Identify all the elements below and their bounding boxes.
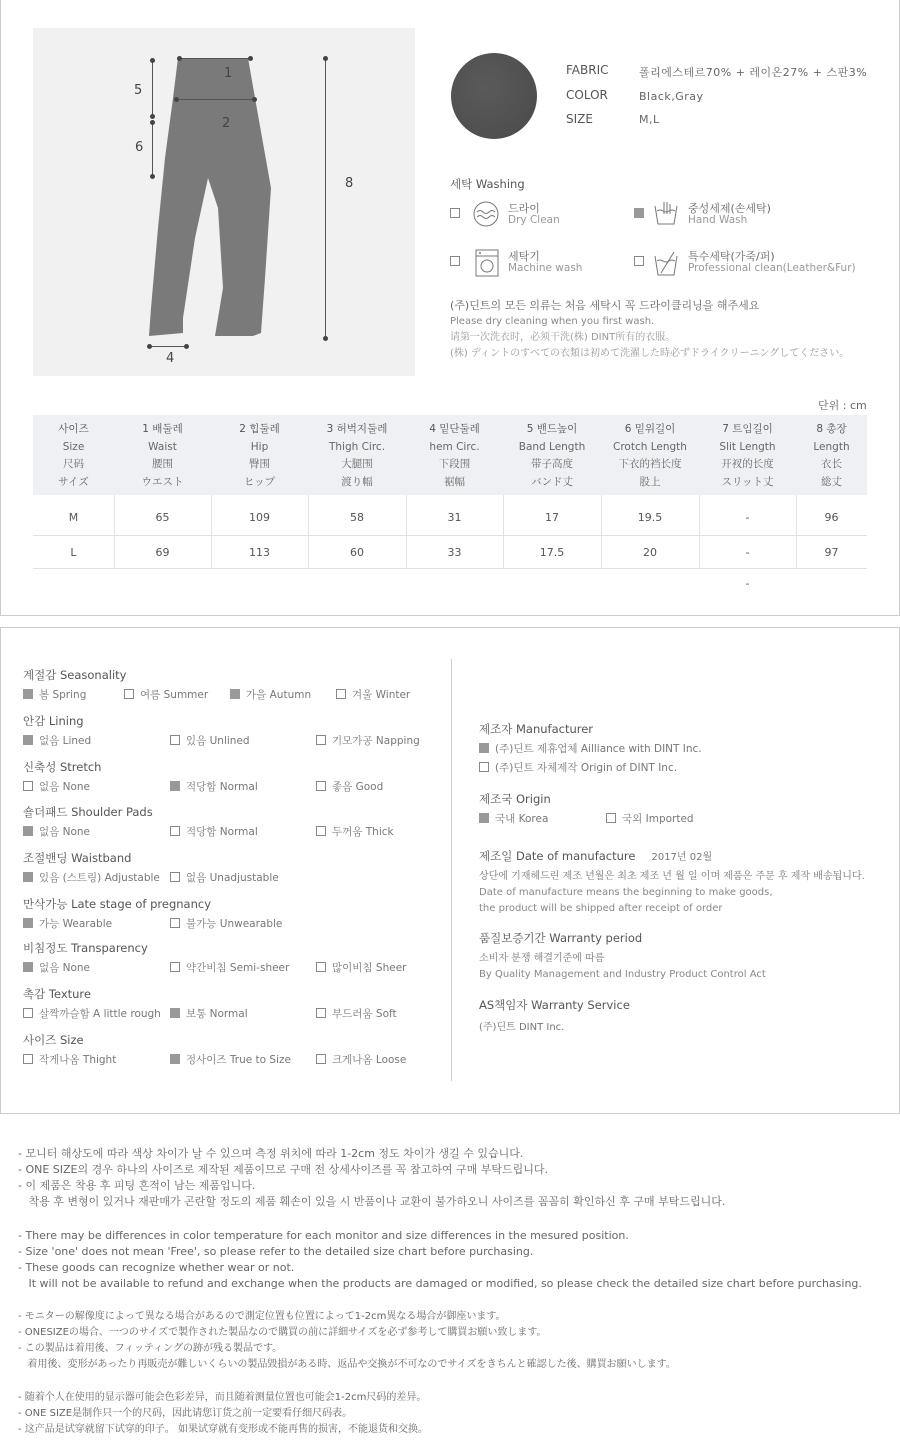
- size-table-cell: 17: [545, 511, 559, 524]
- note-zh-1: - 随着个人在使用的显示器可能会色彩差异，而且随着测量位置也可能会1-2cm尺码的差异。: [18, 1392, 427, 1403]
- attribute-checkbox: [230, 689, 240, 699]
- size-table-cell: 17.5: [539, 546, 565, 559]
- size-table-header-line: Thigh Circ.: [328, 440, 386, 453]
- size-table-header-line: 사이즈: [58, 423, 89, 435]
- note-ja-1: - モニターの解像度によって異なる場合があるので測定位置も位置によって1-2cm異なる場合が御座います。: [18, 1311, 506, 1322]
- attribute-checkbox: [170, 962, 180, 972]
- attribute-option-label: 보통 Normal: [186, 1008, 248, 1020]
- washing-note-ko: (주)딘트의 모든 의류는 처음 세탁시 꼭 드라이클리닝을 해주세요: [450, 299, 760, 312]
- size-table-col-divider: [308, 495, 309, 568]
- professional-clean-ko: 특수세탁(가죽/퍼): [688, 250, 775, 263]
- checkbox-hand-wash: [634, 208, 644, 218]
- attribute-option-label: 적당함 Normal: [186, 781, 258, 793]
- attribute-option: [23, 687, 86, 702]
- size-table-cell: 69: [155, 546, 170, 559]
- dim-line-length: [325, 58, 326, 338]
- attribute-title: 계절감 Seasonality: [23, 668, 127, 682]
- attribute-option-label: 살짝까슬함 A little rough: [39, 1008, 161, 1020]
- attribute-option-label: 적당함 Normal: [186, 826, 258, 838]
- size-table-header-line: 総丈: [821, 475, 842, 488]
- attribute-checkbox: [170, 918, 180, 928]
- attribute-option: [170, 870, 279, 885]
- note-ko-2: - ONE SIZE의 경우 하나의 사이즈로 제작된 제품이므로 구매 전 상세사이즈를 꼭 참고하여 구매 부탁드립니다.: [18, 1163, 549, 1176]
- fabric-value: 폴리에스테르70% + 레이온27% + 스판3%: [639, 66, 868, 79]
- size-table-cell: 31: [447, 511, 462, 524]
- checkbox-professional-clean: [634, 256, 644, 266]
- size-table-header-line: ウエスト: [141, 475, 184, 488]
- checkbox-machine-wash: [450, 256, 460, 266]
- origin-block: [479, 791, 694, 827]
- size-table-header-col: [796, 421, 867, 491]
- size-table-header-line: バンド丈: [531, 475, 573, 488]
- attribute-option: [170, 916, 282, 931]
- attribute-checkbox: [316, 781, 326, 791]
- attribute-checkbox: [170, 781, 180, 791]
- size-table-header-line: Length: [813, 440, 850, 453]
- attribute-title: 만삭가능 Late stage of pregnancy: [23, 897, 212, 911]
- washing-note-zh: 请第一次洗衣时，必须干洗(株) DINT所有的衣服。: [450, 332, 676, 343]
- size-table-header-line: 1 배둘레: [142, 423, 183, 435]
- attribute-option: [316, 733, 420, 748]
- attribute-checkbox: [170, 826, 180, 836]
- size-table-cell: 20: [643, 546, 657, 559]
- attribute-option: [316, 824, 394, 839]
- attribute-option-label: 불가능 Unwearable: [186, 918, 283, 930]
- date-value: 2017년 02월: [651, 852, 713, 863]
- attribute-option: [316, 1052, 406, 1067]
- size-table-header-line: 衣长: [821, 458, 842, 470]
- dim-line-hip: [176, 99, 254, 100]
- attribute-title: 숄더패드 Shoulder Pads: [23, 805, 153, 819]
- size-table-col-divider: [699, 495, 700, 568]
- note-en-4: It will not be available to refund and exchange when the products are damaged or modified, so please check the detailed size chart before purchasing.: [18, 1277, 862, 1290]
- size-table-header-col: [211, 421, 308, 491]
- attribute-option: [23, 870, 160, 885]
- size-table-header-line: Band Length: [518, 440, 586, 453]
- attribute-option: [336, 687, 410, 702]
- hand-wash-en: Hand Wash: [688, 214, 748, 226]
- attribute-checkbox: [316, 1008, 326, 1018]
- attribute-checkbox: [23, 872, 33, 882]
- size-table-cell: 19.5: [637, 511, 663, 524]
- date-note-en-1: Date of manufacture means the beginning to make goods,: [479, 887, 773, 898]
- attribute-option-label: 봄 Spring: [39, 689, 87, 701]
- attribute-option-label: 겨울 Winter: [352, 689, 411, 701]
- size-value: M,L: [639, 113, 660, 126]
- attribute-option: [23, 779, 90, 794]
- attribute-checkbox: [336, 689, 346, 699]
- attribute-checkbox: [124, 689, 134, 699]
- washing-notes: [450, 298, 849, 362]
- size-table-col-divider: [601, 495, 602, 568]
- size-table-header-line: 裾幅: [444, 475, 465, 488]
- service-value: (주)딘트 DINT Inc.: [479, 1022, 565, 1033]
- attribute-checkbox: [23, 826, 33, 836]
- attribute-title: 사이즈 Size: [23, 1033, 84, 1047]
- attribute-title: 촉감 Texture: [23, 987, 91, 1001]
- attribute-checkbox: [316, 962, 326, 972]
- checkbox-dry-clean: [450, 208, 460, 218]
- dim-label-2: 2: [222, 116, 231, 131]
- attribute-option: [170, 1052, 291, 1067]
- size-table-header-line: 3 허벅지둘레: [326, 423, 388, 435]
- attribute-checkbox: [170, 1054, 180, 1064]
- fabric-swatch: [451, 53, 537, 139]
- dry-clean-ko: 드라이: [508, 202, 540, 215]
- size-table-header-col: [503, 421, 601, 491]
- attribute-option-label: 크게나옴 Loose: [332, 1054, 407, 1066]
- attribute-option-label: 정사이즈 True to Size: [186, 1054, 291, 1066]
- size-table-header-line: 5 밴드높이: [526, 423, 578, 435]
- attribute-option-label: 있음 (스트링) Adjustable: [39, 872, 160, 884]
- size-table-cell: -: [745, 511, 750, 524]
- attribute-option: [170, 960, 289, 975]
- professional-clean-en: Professional clean(Leather&Fur): [688, 262, 856, 274]
- dim-label-5: 5: [134, 83, 143, 98]
- washing-title: 세탁 Washing: [450, 177, 525, 191]
- attribute-option: [316, 779, 383, 794]
- size-label: SIZE: [566, 112, 593, 126]
- attribute-option: [170, 733, 250, 748]
- dry-clean-icon: [472, 200, 500, 228]
- notice-notes: [18, 1146, 862, 1438]
- size-table-header-line: 带子高度: [531, 458, 573, 470]
- attribute-title: 조절밴딩 Waistband: [23, 851, 132, 865]
- color-label: COLOR: [566, 88, 608, 102]
- note-ko-1: - 모니터 해상도에 따라 색상 차이가 날 수 있으며 측정 위치에 따라 1-2cm 정도 차이가 생길 수 있습니다.: [18, 1147, 524, 1160]
- note-ko-4: 착용 후 변형이 있거나 재판매가 곤란할 정도의 제품 훼손이 있을 시 반품이나 교환이 불가하오니 사이즈를 꼼꼼히 확인하신 후 구매 부탁드립니다.: [18, 1195, 726, 1208]
- size-table-header-line: 腰围: [152, 458, 173, 470]
- dim-label-4: 4: [166, 351, 175, 366]
- attribute-option-label: 가능 Wearable: [39, 918, 113, 930]
- dim-label-8: 8: [345, 176, 354, 191]
- attribute-title: 안감 Lining: [23, 714, 84, 728]
- washing-machine-icon: [474, 248, 500, 278]
- attribute-option: [23, 916, 112, 931]
- attribute-option-label: 약간비침 Semi-sheer: [186, 962, 290, 974]
- date-title: 제조일 Date of manufacture: [479, 849, 636, 863]
- dim-label-6: 6: [135, 140, 144, 155]
- size-table-header-line: Waist: [148, 440, 177, 453]
- note-ja-2: - ONESIZEの場合、一つのサイズで製作された製品なので購買の前に詳細サイズを必ず参考して購買お願い致します。: [18, 1327, 547, 1338]
- attribute-checkbox: [23, 781, 33, 791]
- washing-note-ja: (株) ディントのすべての衣類は初めて洗濯した時必ずドライクリーニングしてください。: [450, 348, 850, 359]
- warranty-block: [479, 930, 766, 983]
- manufacturer-option-alliance: (주)딘트 제휴업체 Ailliance with DINT Inc.: [479, 741, 702, 756]
- size-table-header-line: hem Circ.: [429, 440, 480, 453]
- attribute-option: [316, 1006, 397, 1021]
- size-table-extra: -: [745, 577, 750, 590]
- attribute-option-label: 좋음 Good: [332, 781, 384, 793]
- attributes-divider: [451, 659, 452, 1081]
- dim-label-1: 1: [224, 66, 233, 81]
- attribute-option-label: 기모가공 Napping: [332, 735, 420, 747]
- attribute-option-label: 없음 Lined: [39, 735, 92, 747]
- size-table-header-line: 渡り幅: [341, 475, 373, 488]
- attribute-option: [23, 960, 90, 975]
- attribute-option: [23, 824, 90, 839]
- machine-wash-ko: 세탁기: [508, 250, 540, 263]
- size-table-header-col: [406, 421, 503, 491]
- size-table-col-divider: [406, 495, 407, 568]
- attribute-option-label: 부드러움 Soft: [332, 1008, 397, 1020]
- product-image-panel: [33, 28, 415, 376]
- attribute-option-label: 가을 Autumn: [246, 689, 312, 701]
- attribute-option: [124, 687, 208, 702]
- hand-wash-icon: [652, 200, 680, 228]
- size-table-header-line: 8 총장: [816, 423, 847, 435]
- attribute-checkbox: [170, 735, 180, 745]
- size-table-cell: 113: [249, 546, 270, 559]
- size-table-cell: L: [70, 546, 77, 559]
- service-title: AS책임자 Warranty Service: [479, 998, 630, 1012]
- attribute-checkbox: [23, 1054, 33, 1064]
- size-table-cell: 97: [824, 546, 839, 559]
- size-table-header-line: 4 밑단둘레: [429, 423, 480, 435]
- dry-clean-en: Dry Clean: [508, 214, 560, 226]
- attribute-checkbox: [316, 826, 326, 836]
- size-table-header-col: [114, 421, 211, 491]
- attribute-checkbox: [23, 1008, 33, 1018]
- size-table-header-col: [33, 421, 114, 491]
- size-table-header-col: [601, 421, 699, 491]
- attribute-option-label: 여름 Summer: [140, 689, 209, 701]
- size-table-header-line: 大腿围: [341, 458, 373, 470]
- size-table-header-line: 尺码: [63, 458, 84, 470]
- attribute-title: 비침정도 Transparency: [23, 941, 148, 955]
- size-table-cell: 33: [447, 546, 462, 559]
- size-table-header-line: Hip: [250, 440, 269, 453]
- attribute-option-label: 있음 Unlined: [186, 735, 250, 747]
- size-table-cell: M: [68, 511, 79, 524]
- fabric-label: FABRIC: [566, 63, 609, 77]
- attribute-checkbox: [23, 689, 33, 699]
- size-table-cell: 96: [824, 511, 839, 524]
- attribute-option: [316, 960, 406, 975]
- origin-title: 제조국 Origin: [479, 792, 551, 806]
- note-en-1: - There may be differences in color temperature for each monitor and size differences in the mesured position.: [18, 1229, 629, 1242]
- attribute-option-label: 많이비침 Sheer: [332, 962, 407, 974]
- note-zh-3: - 这产品是试穿就留下试穿的印子。 如果试穿就有变形或不能再售的损害，不能退货和交换。: [18, 1424, 428, 1435]
- professional-clean-icon: [652, 248, 680, 278]
- attribute-option: [23, 733, 91, 748]
- size-table-col-divider: [503, 495, 504, 568]
- attribute-checkbox: [23, 918, 33, 928]
- attribute-option: [170, 779, 258, 794]
- size-table-col-divider: [114, 495, 115, 568]
- size-table-row-divider: [33, 535, 867, 536]
- size-table-header-line: 2 힙둘레: [239, 423, 280, 435]
- size-table-header-line: ヒップ: [243, 475, 276, 488]
- warranty-note-en: By Quality Management and Industry Product Control Act: [479, 969, 766, 980]
- note-ko-3: - 이 제품은 착용 후 피팅 흔적이 남는 제품입니다.: [18, 1179, 256, 1192]
- size-table-header-col: [308, 421, 406, 491]
- dim-line-hem: [150, 346, 186, 347]
- attribute-option-label: 없음 Unadjustable: [186, 872, 279, 884]
- size-table-col-divider: [211, 495, 212, 568]
- attribute-title: 신축성 Stretch: [23, 760, 102, 774]
- note-zh-2: - ONE SIZE是制作只一个的尺码，因此请您订货之前一定要看仔细尺码表。: [18, 1408, 353, 1419]
- washing-note-en: Please dry cleaning when you first wash.: [450, 316, 655, 327]
- note-ja-3: - この製品は着用後、フィッティングの跡が残る製品です。: [18, 1343, 283, 1354]
- attribute-option-label: 없음 None: [39, 781, 91, 793]
- machine-wash-en: Machine wash: [508, 262, 583, 274]
- note-ja-4: 着用後、変形があったり再販売が難しいくらいの製品毀損がある時、返品や交換が不可なのでサイズをきちんと確認した後、購買お願いします。: [18, 1359, 676, 1370]
- size-table-cell: 58: [350, 511, 364, 524]
- attribute-option-label: 작게나옴 Thight: [39, 1054, 117, 1066]
- size-table-header-line: Size: [62, 440, 85, 453]
- attribute-checkbox: [170, 872, 180, 882]
- date-block: [479, 845, 865, 917]
- size-table-header-line: 下段围: [438, 458, 471, 470]
- attribute-option: [23, 1052, 116, 1067]
- dim-line-waist: [180, 58, 250, 59]
- attribute-option: [170, 1006, 248, 1021]
- size-table-header-col: [699, 421, 796, 491]
- size-table-cell: 65: [155, 511, 170, 524]
- hand-wash-ko: 중성세제(손세탁): [688, 202, 771, 215]
- size-table-row-divider: [33, 568, 867, 569]
- size-table-header-line: 臀围: [249, 458, 270, 470]
- attribute-option-label: 없음 None: [39, 826, 91, 838]
- attribute-option-label: 두꺼움 Thick: [332, 826, 394, 838]
- attribute-option-label: 없음 None: [39, 962, 91, 974]
- size-table-header-line: スリット丈: [721, 475, 774, 488]
- size-table-header-line: 股上: [639, 475, 661, 488]
- size-table-cell: 60: [350, 546, 364, 559]
- manufacturer-block: [479, 721, 702, 775]
- warranty-title: 품질보증기간 Warranty period: [479, 931, 643, 945]
- manufacturer-title: 제조자 Manufacturer: [479, 722, 594, 736]
- note-en-3: - These goods can recognize whether wear or not.: [18, 1261, 295, 1274]
- attribute-option: [23, 1006, 161, 1021]
- date-note-ko: 상단에 기재헤드린 제조 년월은 최초 제조 년 월 일 이며 제품은 주문 후 제작 배송됩니다.: [479, 871, 865, 882]
- attribute-option: [230, 687, 311, 702]
- manufacturer-option-origin: (주)딘트 자체제작 Origin of DINT Inc.: [479, 760, 702, 775]
- note-en-2: - Size 'one' does not mean 'Free', so please refer to the detailed size chart before purchasing.: [18, 1245, 534, 1258]
- size-table-header-line: サイズ: [58, 475, 89, 488]
- size-table-header-line: Crotch Length: [613, 440, 687, 453]
- size-table-header-line: 开衩的长度: [721, 458, 774, 470]
- origin-option-korea: 국내 Korea: [479, 811, 548, 826]
- attribute-checkbox: [316, 735, 326, 745]
- size-table-cell: -: [745, 546, 750, 559]
- size-table-header-line: 7 트임길이: [722, 423, 773, 435]
- size-table-header-line: 下衣的裆长度: [618, 458, 682, 470]
- attribute-checkbox: [23, 735, 33, 745]
- size-table-cell: 109: [249, 511, 270, 524]
- size-table-header-line: Slit Length: [719, 440, 776, 453]
- dim-line-crotch: [152, 120, 153, 176]
- dim-line-band: [152, 60, 153, 116]
- size-unit: 단위 : cm: [818, 399, 867, 412]
- attribute-checkbox: [170, 1008, 180, 1018]
- service-block: [479, 997, 630, 1033]
- color-value: Black,Gray: [639, 90, 704, 103]
- attribute-checkbox: [316, 1054, 326, 1064]
- size-table-col-divider: [796, 495, 797, 568]
- attribute-option: [170, 824, 258, 839]
- warranty-note-ko: 소비자 분쟁 해결기준에 따름: [479, 953, 605, 964]
- origin-option-imported: 국외 Imported: [606, 811, 694, 826]
- size-table-header-line: 6 밑위길이: [624, 423, 676, 435]
- date-note-en-2: the product will be shipped after receipt of order: [479, 903, 723, 914]
- attribute-checkbox: [23, 962, 33, 972]
